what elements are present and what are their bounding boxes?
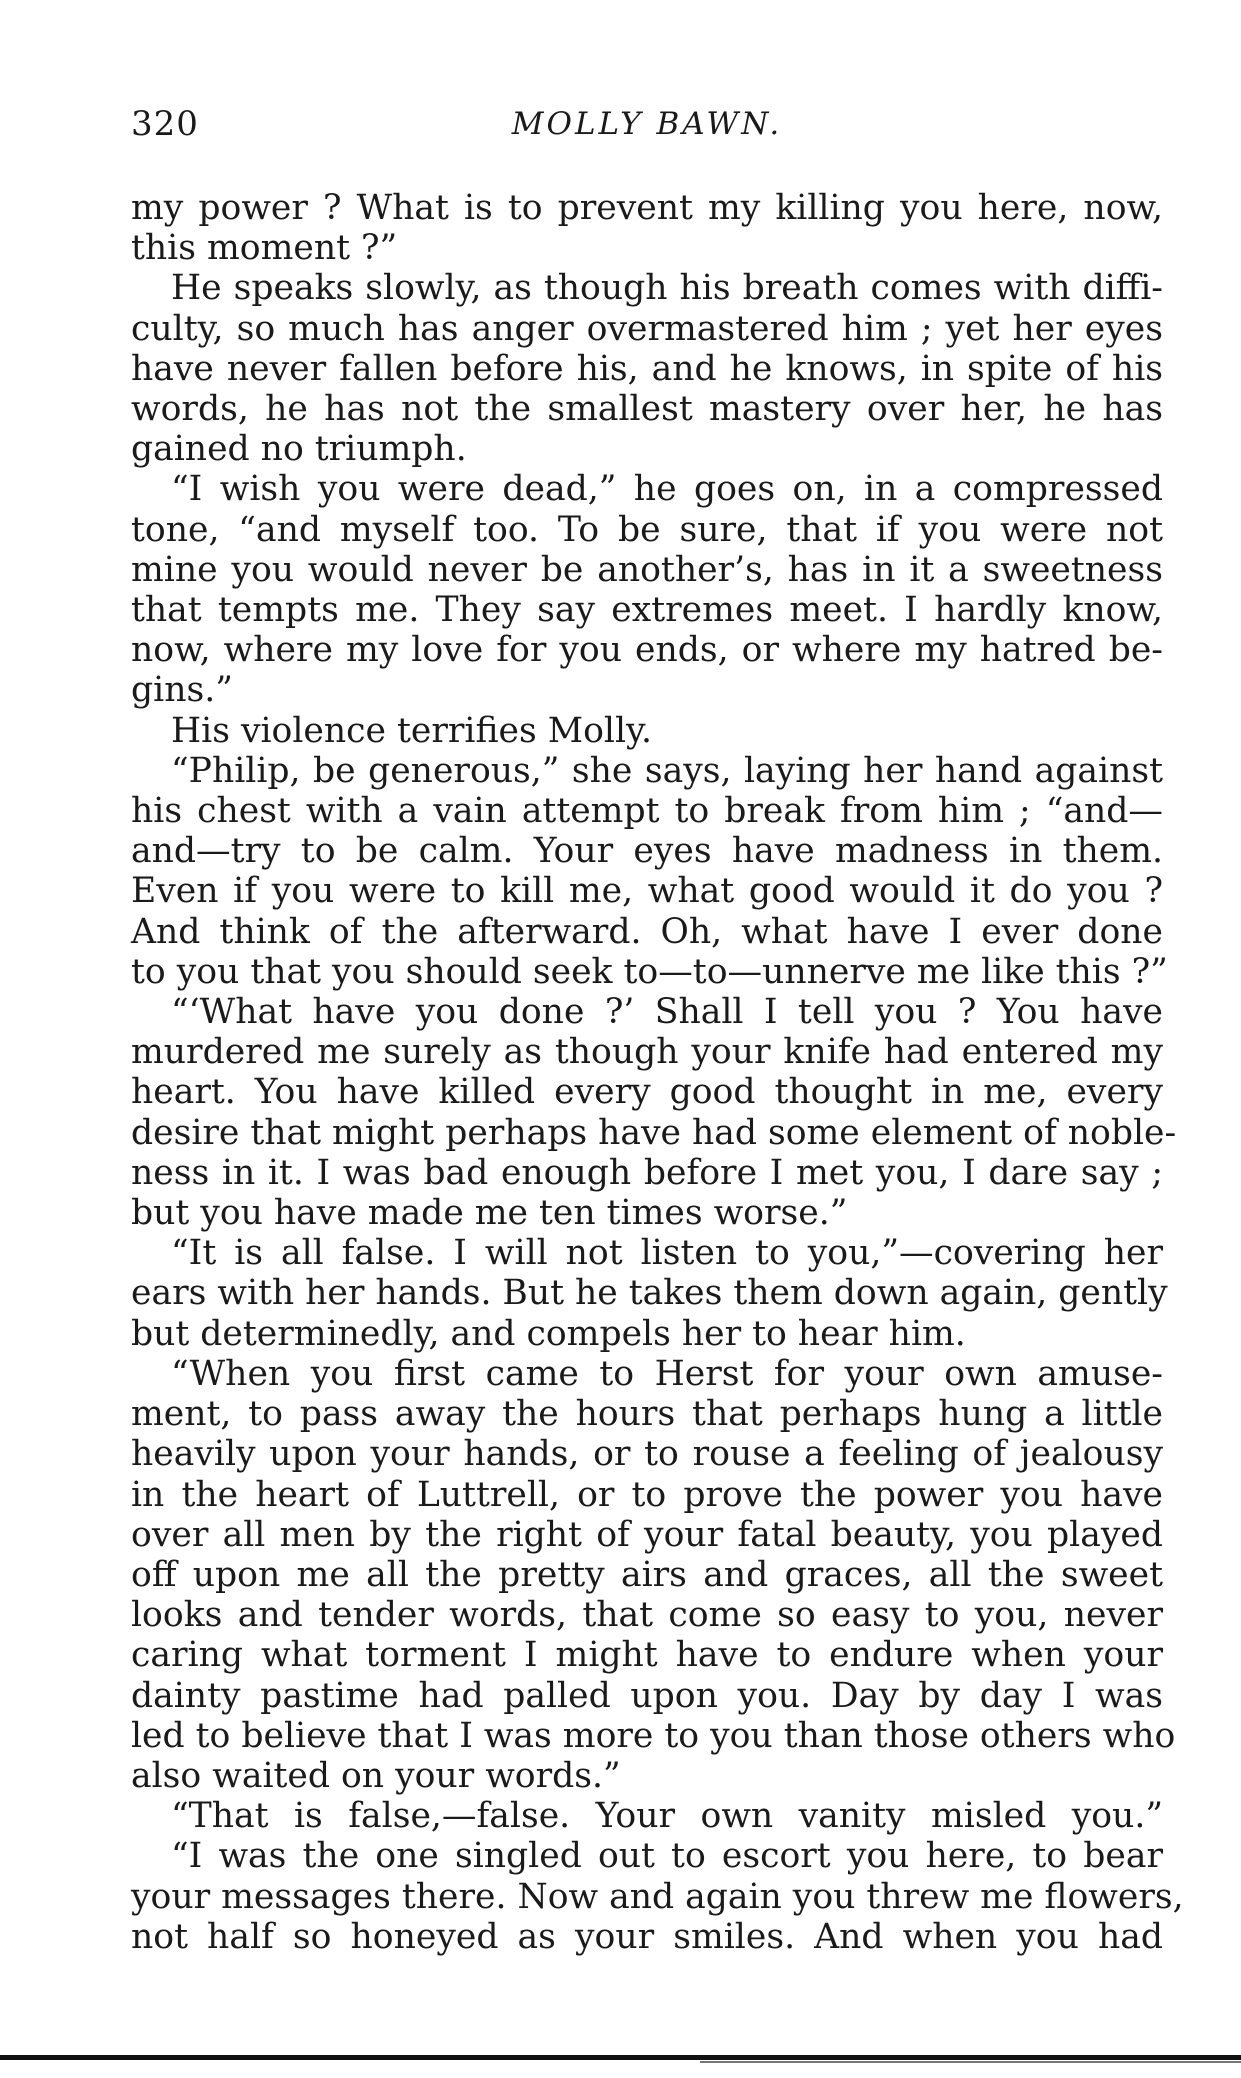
text-line: but determinedly, and compels her to hear him.: [131, 1313, 966, 1354]
text-line: Even if you were to kill me, what good would it do you ?: [131, 871, 1163, 912]
text-line: off upon me all the pretty airs and graces, all the sweet: [131, 1554, 1163, 1595]
page-header: [131, 104, 1163, 154]
text-line: And think of the afterward. Oh, what have I ever done: [131, 911, 1163, 952]
text-line: “It is all false. I will not listen to you,”—covering her: [171, 1233, 1163, 1274]
text-line: also waited on your words.”: [131, 1755, 621, 1796]
text-line: ment, to pass away the hours that perhaps hung a little: [131, 1394, 1163, 1435]
text-line: “Philip, be generous,” she says, laying her hand against: [171, 750, 1163, 791]
text-line: “That is false,—false. Your own vanity misled you.”: [171, 1796, 1163, 1837]
text-line: his chest with a vain attempt to break from him ; “and—: [131, 791, 1163, 832]
bottom-rule: [0, 2055, 1241, 2060]
text-line: “‘What have you done ?’ Shall I tell you ? You have: [171, 992, 1163, 1033]
text-line: ness in it. I was bad enough before I met you, I dare say ;: [131, 1152, 1163, 1193]
text-line: His violence terrifies Molly.: [171, 710, 652, 751]
text-line: to you that you should seek to—to—unnerve me like this ?”: [131, 951, 1168, 992]
text-line: your messages there. Now and again you threw me flowers,: [131, 1876, 1184, 1917]
text-line: and—try to be calm. Your eyes have madness in them.: [131, 831, 1163, 872]
text-line: He speaks slowly, as though his breath comes with diffi-: [171, 268, 1163, 309]
text-line: murdered me surely as though your knife had entered my: [131, 1032, 1163, 1073]
running-title: MOLLY BAWN.: [511, 106, 783, 142]
text-line: this moment ?”: [131, 228, 398, 269]
text-line: but you have made me ten times worse.”: [131, 1193, 848, 1234]
text-line: heart. You have killed every good thought in me, every: [131, 1072, 1163, 1113]
body-text: [131, 188, 1184, 1957]
text-line: heavily upon your hands, or to rouse a feeling of jealousy: [131, 1434, 1163, 1475]
text-line: gained no triumph.: [131, 429, 467, 470]
text-line: gins.”: [131, 670, 233, 711]
bottom-rule-shadow: [700, 2061, 1241, 2063]
text-line: ears with her hands. But he takes them down again, gently: [131, 1273, 1168, 1314]
text-line: “I wish you were dead,” he goes on, in a compressed: [171, 469, 1163, 510]
text-line: words, he has not the smallest mastery over her, he has: [131, 389, 1163, 430]
text-line: mine you would never be another’s, has in it a sweetness: [131, 549, 1163, 590]
text-line: over all men by the right of your fatal beauty, you played: [131, 1514, 1163, 1555]
text-line: caring what torment I might have to endure when your: [131, 1635, 1163, 1676]
text-line: “I was the one singled out to escort you here, to bear: [171, 1836, 1163, 1877]
text-line: desire that might perhaps have had some element of noble-: [131, 1112, 1177, 1153]
text-line: now, where my love for you ends, or where my hatred be-: [131, 630, 1163, 671]
text-line: tone, “and myself too. To be sure, that if you were not: [131, 509, 1163, 550]
text-line: “When you first came to Herst for your own amuse-: [171, 1353, 1163, 1394]
text-line: led to believe that I was more to you than those others who: [131, 1715, 1176, 1756]
page-number: 320: [131, 104, 199, 144]
text-line: culty, so much has anger overmastered him ; yet her eyes: [131, 308, 1163, 349]
text-line: in the heart of Luttrell, or to prove the power you have: [131, 1474, 1163, 1515]
text-line: that tempts me. They say extremes meet. I hardly know,: [131, 590, 1163, 631]
text-line: my power ? What is to prevent my killing you here, now,: [131, 188, 1163, 228]
text-line: have never fallen before his, and he knows, in spite of his: [131, 348, 1163, 389]
text-line: dainty pastime had palled upon you. Day by day I was: [131, 1675, 1163, 1716]
text-line: looks and tender words, that come so easy to you, never: [131, 1595, 1163, 1636]
text-line: not half so honeyed as your smiles. And when you had: [131, 1916, 1163, 1957]
